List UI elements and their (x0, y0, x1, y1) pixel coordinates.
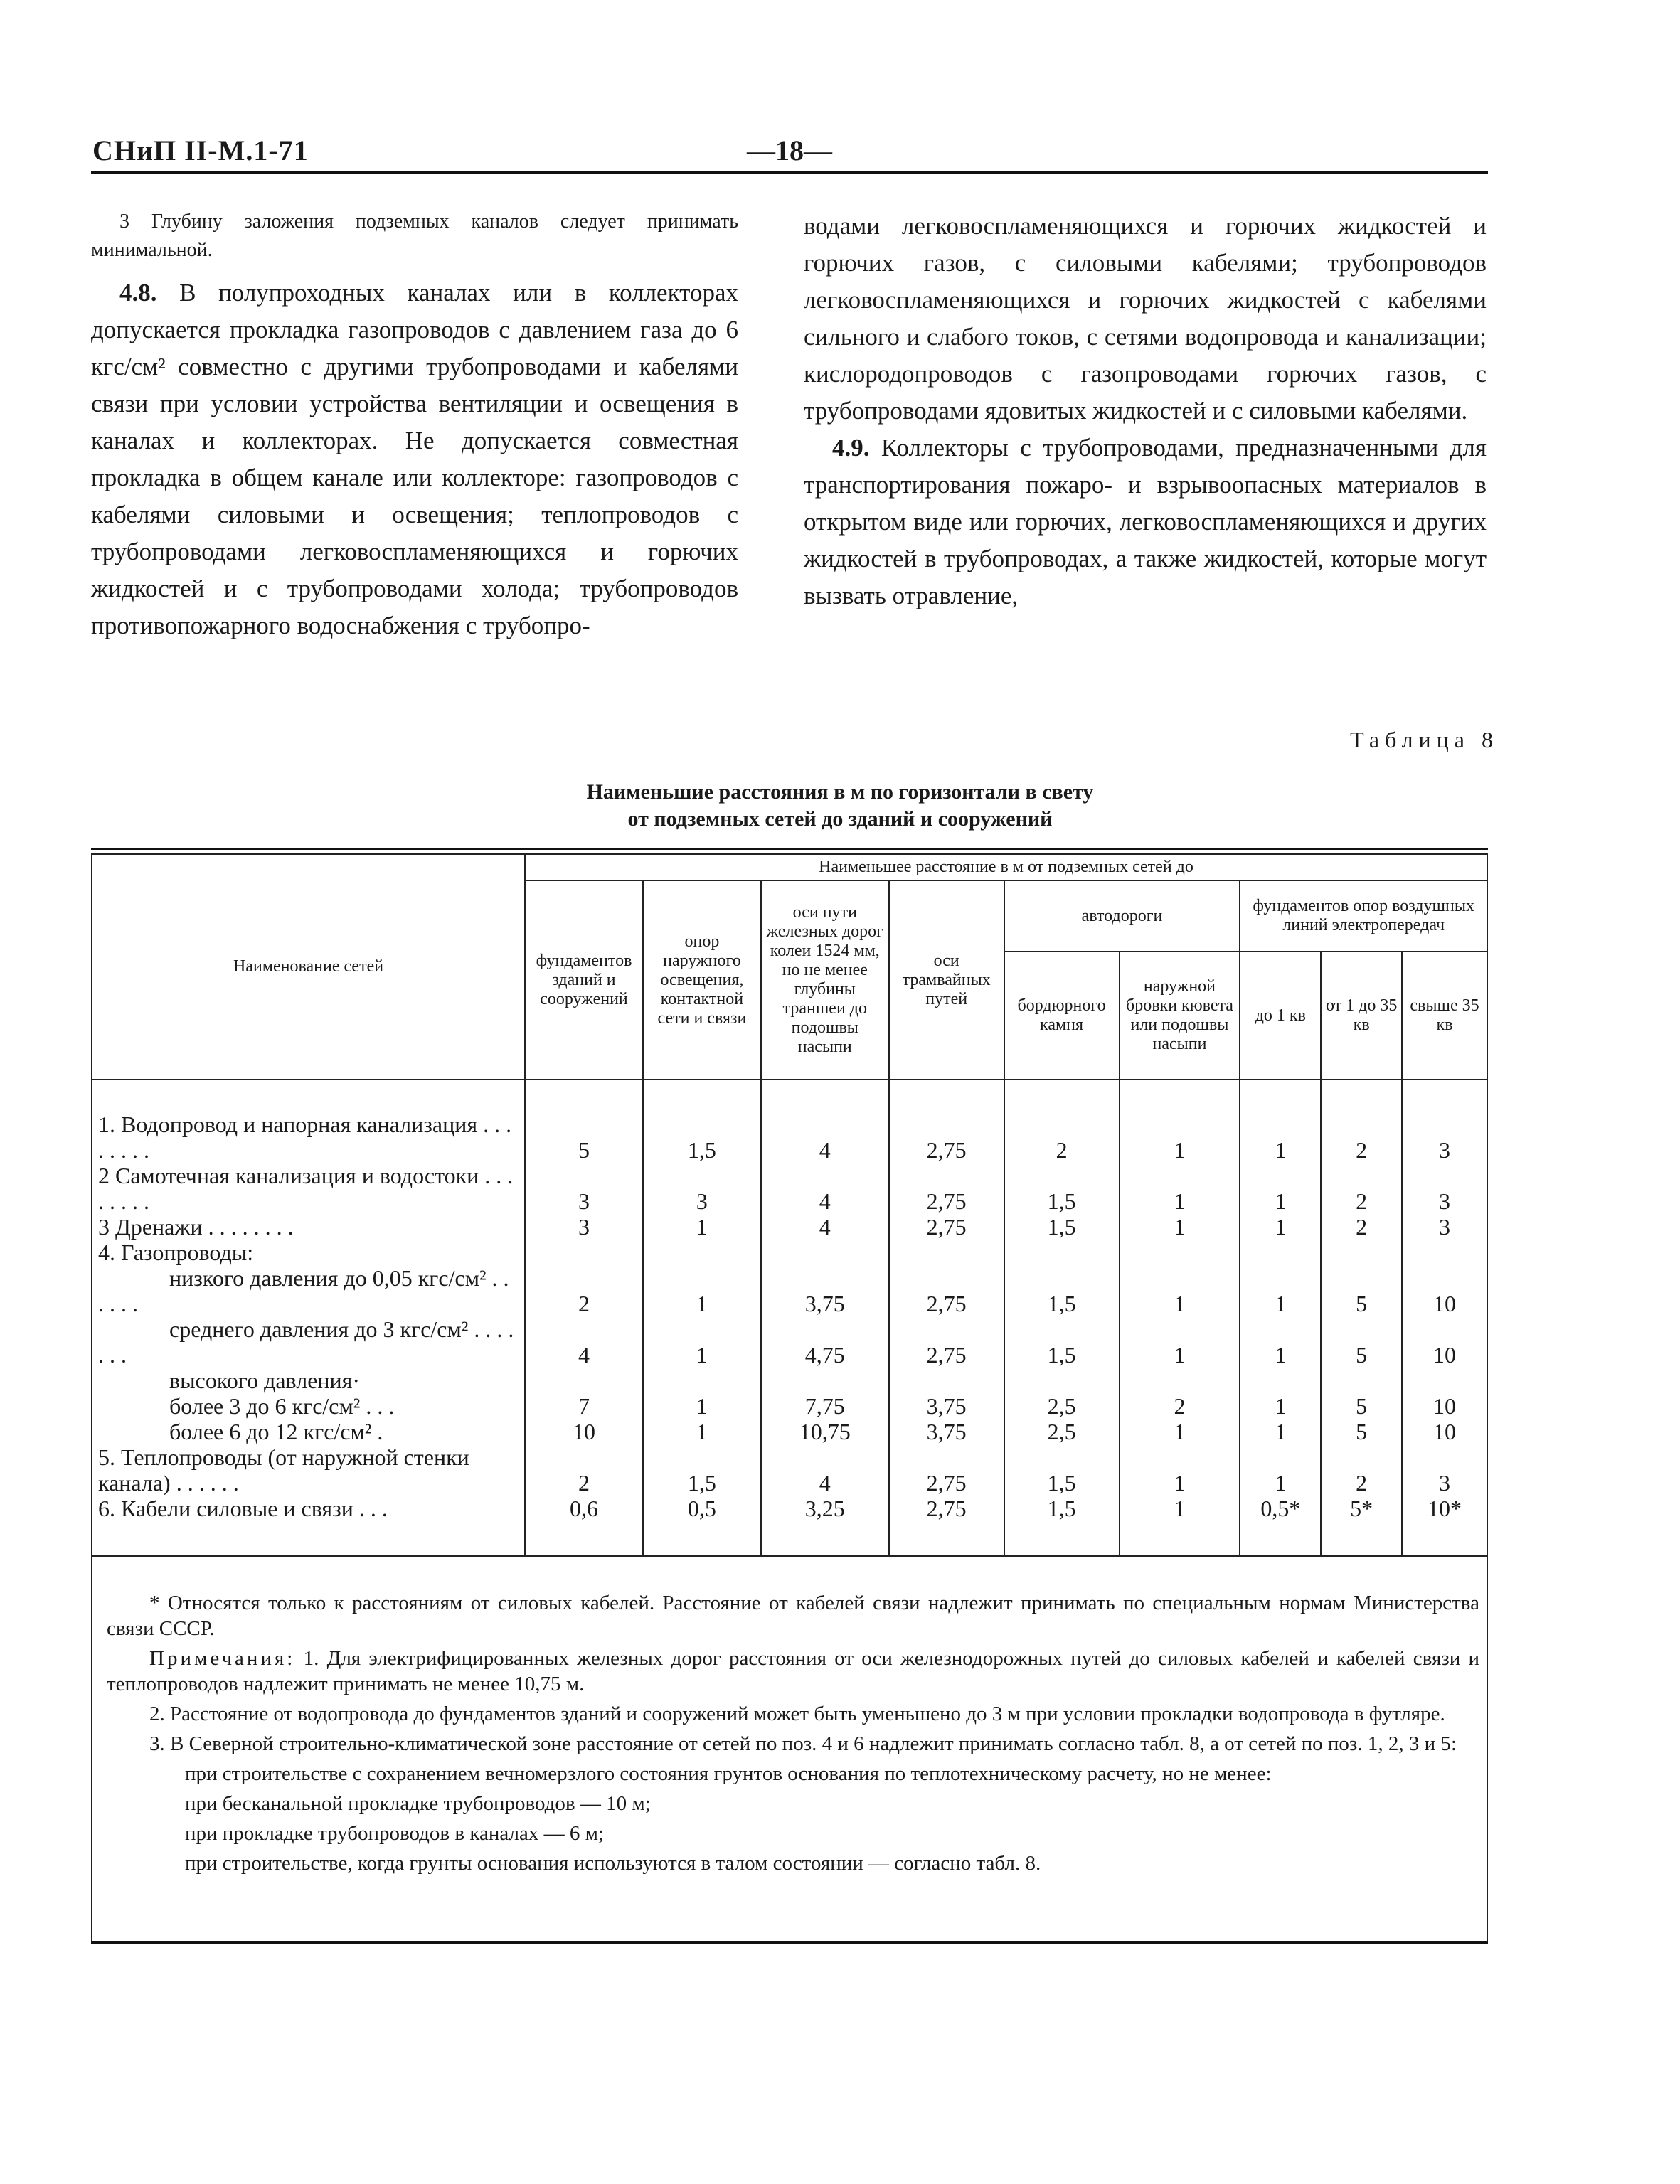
table-notes (107, 1590, 1479, 1880)
row-name (92, 1496, 525, 1556)
table-cell: 1 (643, 1419, 761, 1444)
note-3a: при строительстве с сохранением вечномерзлого состояния грунтов основания по теплотехническому расчету, но не менее: (185, 1762, 1272, 1785)
header-pl-upto-1kv: до 1 кв (1240, 952, 1321, 1080)
table-cell: 5 (1321, 1419, 1402, 1444)
table-cell: 1 (1120, 1214, 1240, 1240)
table-cell: 10 (1402, 1265, 1487, 1316)
table-row (92, 1496, 1487, 1556)
table-cell: 3 (1402, 1163, 1487, 1214)
note-3b: при бесканальной прокладке трубопроводов — 10 м; (185, 1792, 651, 1815)
note-3-north: 3. В Северной строительно-климатической зоне расстояние от сетей по поз. 4 и 6 надлежит принимать согласно табл. 8, а от сетей по поз. 1, 2, 3 и 5: (149, 1732, 1457, 1755)
table-cell: 2 (1321, 1163, 1402, 1214)
table-cell: 1,5 (1004, 1265, 1120, 1316)
table-title-line-2: от подземных сетей до зданий и сооружений (627, 807, 1053, 831)
table-cell (643, 1368, 761, 1393)
note-1 (107, 1646, 1479, 1697)
asterisk-note: * Относятся только к расстояниям от силовых кабелей. Расстояние от кабелей связи надлежит принимать по специальным нормам Министерства связи СССР. (107, 1592, 1479, 1640)
table-cell (1321, 1368, 1402, 1393)
table-cell: 2 (1321, 1444, 1402, 1496)
table-cell: 1,5 (1004, 1214, 1120, 1240)
table-cell: 3 (1402, 1080, 1487, 1163)
row-name-text: более 3 до 6 кгс/см² . . . (169, 1393, 395, 1419)
table-cell: 2,75 (889, 1214, 1004, 1240)
table-cell: 2 (525, 1444, 643, 1496)
table-cell: 3 (525, 1214, 643, 1240)
table-cell: 2,75 (889, 1316, 1004, 1368)
table-row (92, 1080, 1487, 1163)
table-cell: 1 (643, 1316, 761, 1368)
row-name (92, 1316, 525, 1368)
table-cell (525, 1240, 643, 1265)
table-cell: 1 (1120, 1265, 1240, 1316)
table-cell: 2 (1321, 1214, 1402, 1240)
table-row (92, 1163, 1487, 1214)
row-name-text: 1. Водопровод и напорная канализация . . . . . . . . (98, 1112, 512, 1163)
table-cell (1120, 1368, 1240, 1393)
header-tram-axis: оси трамвайных путей (889, 880, 1004, 1080)
table-cell: 1,5 (1004, 1316, 1120, 1368)
table-cell: 4 (525, 1316, 643, 1368)
table-cell: 1 (1240, 1393, 1321, 1419)
table-cell: 5 (1321, 1316, 1402, 1368)
paragraph-4-9 (804, 430, 1487, 614)
table-cell: 1 (1240, 1444, 1321, 1496)
table-cell: 10 (1402, 1393, 1487, 1419)
table-cell: 2,5 (1004, 1419, 1120, 1444)
row-name (92, 1080, 525, 1163)
table-cell: 3 (525, 1163, 643, 1214)
table-cell: 1,5 (643, 1444, 761, 1496)
table-cell: 1 (1240, 1214, 1321, 1240)
table-cell: 1 (643, 1214, 761, 1240)
table-cell: 5 (525, 1080, 643, 1163)
notes-left-border (91, 1550, 92, 1941)
table-cell: 1,5 (1004, 1444, 1120, 1496)
row-name-text: 2 Самотечная канализация и водостоки . . . . . . . . (98, 1163, 514, 1214)
table-cell (643, 1240, 761, 1265)
paragraph-4-8-number: 4.8. (119, 279, 157, 307)
table-cell: 1 (1240, 1316, 1321, 1368)
table-cell (889, 1240, 1004, 1265)
note-3d: при строительстве, когда грунты основания используются в талом состоянии — согласно табл. 8. (185, 1852, 1041, 1875)
header-pl-over-35kv: свыше 35 кв (1402, 952, 1487, 1080)
table-row (92, 1316, 1487, 1368)
table-cell: 2,75 (889, 1444, 1004, 1496)
row-name-text: низкого давления до 0,05 кгс/см² . . . . . . (98, 1265, 509, 1316)
header-foundations: фундаментов зданий и сооружений (525, 880, 643, 1080)
table-cell: 1 (1120, 1163, 1240, 1214)
table-cell: 7,75 (761, 1393, 889, 1419)
table-cell: 1 (1120, 1444, 1240, 1496)
table-cell: 3 (1402, 1214, 1487, 1240)
table-cell: 10* (1402, 1496, 1487, 1556)
header-curb: бордюрного камня (1004, 952, 1120, 1080)
paragraph-4-8-continuation: водами легковоспламеняющихся и горючих жидкостей и горючих газов, с силовыми кабелями; трубопроводов легковоспламеняющихся и горючих жидкостей с кабелями сильного и слабого токов, с сетями водопровода и канализации; кислородопроводов с газопроводами горючих газов, с трубопроводами ядовитых жидкостей и с силовыми кабелями. (804, 212, 1487, 425)
table-cell: 10 (1402, 1316, 1487, 1368)
table-cell: 1 (1120, 1080, 1240, 1163)
table-cell: 3,75 (761, 1265, 889, 1316)
note-1-text: 1. Для электрифицированных железных дорог расстояния от оси железнодорожных путей до силовых кабелей и кабелей связи и теплопроводов надлежит принимать не менее 10,75 м. (107, 1647, 1479, 1695)
table-cell: 2,5 (1004, 1393, 1120, 1419)
paragraph-4-9-number: 4.9. (832, 434, 870, 462)
table-cell (889, 1368, 1004, 1393)
table-cell: 2 (1321, 1080, 1402, 1163)
bottom-rule (91, 1941, 1488, 1944)
table-cell (1120, 1240, 1240, 1265)
table-title-line-1: Наименьшие расстояния в м по горизонтали в свету (586, 780, 1094, 804)
notes-heading: Примечания: (149, 1647, 296, 1670)
table-cell: 1,5 (1004, 1496, 1120, 1556)
table-cell: 10 (1402, 1419, 1487, 1444)
table-cell: 0,5* (1240, 1496, 1321, 1556)
table-cell: 1 (1240, 1163, 1321, 1214)
note-2: 2. Расстояние от водопровода до фундаментов зданий и сооружений может быть уменьшено до 3 м при условии прокладки водопровода в футляре. (149, 1703, 1445, 1725)
page-header (92, 134, 1487, 176)
paragraph-4-9-text: Коллекторы с трубопроводами, предназначенными для транспортирования пожаро- и взрывоопасных материалов в открытом виде или горючих, легковоспламеняющихся и других жидкостей в трубопроводах, а также жидкостей, которые могут вызвать отравление, (804, 434, 1487, 609)
table-cell: 2 (525, 1265, 643, 1316)
row-name-text: высокого давления· (169, 1368, 361, 1393)
table-cell: 3,75 (889, 1419, 1004, 1444)
table-cell: 10,75 (761, 1419, 889, 1444)
table-cell: 1,5 (643, 1080, 761, 1163)
header-ditch: наружной бровки кювета или подошвы насыпи (1120, 952, 1240, 1080)
row-name-text: более 6 до 12 кгс/см² . (169, 1419, 383, 1444)
header-roads: автодороги (1004, 880, 1240, 952)
table-title (0, 779, 1680, 833)
table-cell: 1 (1120, 1419, 1240, 1444)
row-name-text: среднего давления до 3 кгс/см² . . . . . . . (98, 1316, 514, 1368)
table-cell: 3 (643, 1163, 761, 1214)
table-cell: 5 (1321, 1393, 1402, 1419)
table-cell (1004, 1368, 1120, 1393)
table-cell: 4 (761, 1444, 889, 1496)
table-cell: 4,75 (761, 1316, 889, 1368)
row-name (92, 1393, 525, 1419)
table-cell: 1 (1240, 1265, 1321, 1316)
table-cell (1402, 1368, 1487, 1393)
table-row (92, 1265, 1487, 1316)
table-cell: 0,5 (643, 1496, 761, 1556)
table-cell: 0,6 (525, 1496, 643, 1556)
table-cell: 2,75 (889, 1496, 1004, 1556)
row-name-text: 6. Кабели силовые и связи . . . (98, 1496, 388, 1521)
table-cell: 2,75 (889, 1163, 1004, 1214)
table-cell (1240, 1240, 1321, 1265)
table-cell: 2,75 (889, 1080, 1004, 1163)
doc-code: СНиП II-М.1-71 (92, 134, 309, 166)
notes-right-border (1487, 1550, 1488, 1941)
table-cell: 3,75 (889, 1393, 1004, 1419)
row-name-text: 4. Газопроводы: (98, 1240, 254, 1265)
table-cell: 1 (643, 1393, 761, 1419)
table-cell: 1 (643, 1265, 761, 1316)
table-label: Таблица 8 (1350, 727, 1499, 752)
header-rail-axis: оси пути железных дорог колеи 1524 мм, но не менее глубины траншеи до подошвы насыпи (761, 880, 889, 1080)
page-number: —18— (747, 134, 832, 166)
table-cell: 4 (761, 1080, 889, 1163)
row-name (92, 1163, 525, 1214)
table-row (92, 1240, 1487, 1265)
table-row (92, 1444, 1487, 1496)
table-cell: 1 (1240, 1080, 1321, 1163)
row-name-text: 5. Теплопроводы (от наружной стенки канала) . . . . . . (98, 1444, 469, 1496)
table-cell: 1 (1120, 1316, 1240, 1368)
table-cell: 3,25 (761, 1496, 889, 1556)
table-cell (525, 1368, 643, 1393)
table-cell: 10 (525, 1419, 643, 1444)
table-cell (1004, 1240, 1120, 1265)
table-row (92, 1214, 1487, 1240)
table-row (92, 1368, 1487, 1393)
table-cell: 4 (761, 1163, 889, 1214)
table-cell (1240, 1368, 1321, 1393)
header-power-lines: фундаментов опор воздушных линий электропередач (1240, 880, 1487, 952)
table-cell: 5* (1321, 1496, 1402, 1556)
table-row (92, 1419, 1487, 1444)
table-cell: 2,75 (889, 1265, 1004, 1316)
header-group: Наименьшее расстояние в м от подземных сетей до (525, 854, 1487, 880)
note-3c: при прокладке трубопроводов в каналах — 6 м; (185, 1822, 604, 1845)
table-cell (761, 1240, 889, 1265)
row-name (92, 1419, 525, 1444)
table-cell: 1 (1120, 1496, 1240, 1556)
row-name (92, 1240, 525, 1265)
table-cell: 1,5 (1004, 1163, 1120, 1214)
table-cell: 5 (1321, 1265, 1402, 1316)
table-cell: 1 (1240, 1419, 1321, 1444)
distances-table (91, 853, 1488, 1557)
table-cell (1402, 1240, 1487, 1265)
table-cell: 2 (1004, 1080, 1120, 1163)
row-name-text: 3 Дренажи . . . . . . . . (98, 1214, 294, 1240)
table-cell: 7 (525, 1393, 643, 1419)
header-network-name: Наименование сетей (92, 854, 525, 1080)
header-pl-1-35kv: от 1 до 35 кв (1321, 952, 1402, 1080)
header-rule (91, 171, 1488, 174)
table-cell: 3 (1402, 1444, 1487, 1496)
table-row (92, 1393, 1487, 1419)
note-3: 3 Глубину заложения подземных каналов следует принимать минимальной. (91, 211, 738, 261)
paragraph-4-8 (91, 275, 738, 644)
right-column (804, 208, 1487, 614)
row-name (92, 1368, 525, 1393)
row-name (92, 1265, 525, 1316)
header-supports: опор наружного освещения, контактной сети и связи (643, 880, 761, 1080)
table-body (92, 1080, 1487, 1556)
table-cell: 4 (761, 1214, 889, 1240)
table-cell (1321, 1240, 1402, 1265)
table-cell: 2 (1120, 1393, 1240, 1419)
table-cell (761, 1368, 889, 1393)
row-name (92, 1444, 525, 1496)
left-column (91, 208, 738, 644)
table-top-rule (91, 848, 1488, 850)
paragraph-4-8-text: В полупроходных каналах или в коллекторах допускается прокладка газопроводов с давлением газа до 6 кгс/см² совместно с другими трубопроводами и кабелями связи при условии устройства вентиляции и освещения в каналах и коллекторах. Не допускается совместная прокладка в общем канале или коллекторе: газопроводов с кабелями силовыми и освещения; теплопроводов с трубопроводами легковоспламеняющихся и горючих жидкостей и с трубопроводами холода; трубопроводов противопожарного водоснабжения с трубопро- (91, 279, 738, 639)
row-name (92, 1214, 525, 1240)
